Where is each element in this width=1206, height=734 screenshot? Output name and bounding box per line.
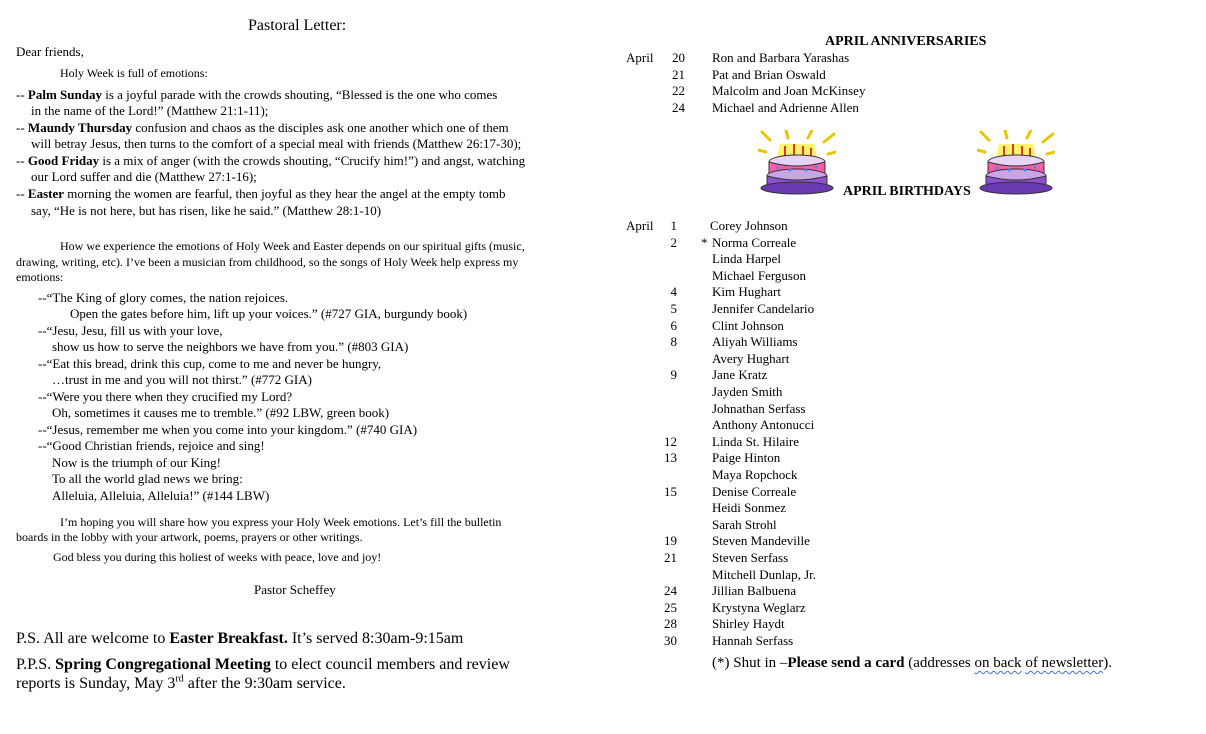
birthday-name: Jillian Balbuena — [712, 583, 797, 598]
birthday-name: Shirley Haydt — [712, 616, 785, 631]
birthday-day: 1 — [670, 218, 677, 233]
good-friday-cont: our Lord suffer and die (Matthew 27:1-16); — [31, 169, 257, 184]
birthday-day: 24 — [664, 583, 677, 598]
para2-line2: drawing, writing, etc). I’ve been a musician from childhood, so the songs of Holy Week help express my — [16, 255, 519, 269]
para3-line1: I’m hoping you will share how you express your Holy Week emotions. Let’s fill the bulletin — [60, 515, 502, 529]
song-line: Oh, sometimes it causes me to tremble.” (#92 LBW, green book) — [52, 405, 390, 420]
birthday-name: Clint Johnson — [712, 318, 784, 333]
birthday-name: Mitchell Dunlap, Jr. — [712, 567, 816, 582]
anniversaries-month: April — [626, 50, 654, 65]
birthday-name: Anthony Antonucci — [712, 417, 815, 432]
song-line: Open the gates before him, lift up your voices.” (#727 GIA, burgundy book) — [70, 306, 468, 321]
letter-title: Pastoral Letter: — [248, 17, 347, 34]
birthday-cake-icon — [977, 130, 1055, 196]
birthday-cake-icon — [758, 130, 836, 196]
pps-line2: reports is Sunday, May 3rd after the 9:30am service. — [16, 673, 346, 692]
birthday-day: 19 — [664, 533, 677, 548]
anniversary-day: 24 — [672, 100, 685, 115]
good-friday-line: -- Good Friday is a mix of anger (with the crowds shouting, “Crucify him!”) and angst, watching — [16, 153, 526, 168]
birthday-name: Sarah Strohl — [712, 517, 777, 532]
birthday-name: Corey Johnson — [710, 218, 788, 233]
signature: Pastor Scheffey — [254, 582, 336, 597]
blessing: God bless you during this holiest of weeks with peace, love and joy! — [53, 550, 382, 564]
birthday-name: Kim Hughart — [712, 284, 781, 299]
ps-line: P.S. All are welcome to Easter Breakfast. It’s served 8:30am-9:15am — [16, 630, 464, 647]
song-line: --“Eat this bread, drink this cup, come to me and never be hungry, — [38, 356, 382, 371]
birthday-day: 28 — [664, 616, 677, 631]
birthday-name: Jayden Smith — [712, 384, 783, 399]
birthday-day: 15 — [664, 484, 677, 499]
anniversary-names: Michael and Adrienne Allen — [712, 100, 859, 115]
birthday-name: Heidi Sonmez — [712, 500, 787, 515]
para2-line1: How we experience the emotions of Holy Week and Easter depends on our spiritual gifts (music, — [60, 239, 525, 253]
song-line: --“Were you there when they crucified my Lord? — [38, 389, 293, 404]
shut-in-note: (*) Shut in –Please send a card (addresses on back of newsletter). — [712, 655, 1112, 671]
song-line: --“The King of glory comes, the nation rejoices. — [38, 290, 289, 305]
birthday-name: Hannah Serfass — [712, 633, 794, 648]
pps-line: P.P.S. Spring Congregational Meeting to elect council members and review — [16, 656, 510, 673]
song-line: --“Jesus, remember me when you come into your kingdom.” (#740 GIA) — [38, 422, 418, 437]
birthday-day: 5 — [670, 301, 677, 316]
palm-sunday-cont: in the name of the Lord!” (Matthew 21:1-11); — [31, 103, 269, 118]
birthday-day: 9 — [670, 367, 677, 382]
birthday-day: 8 — [670, 334, 677, 349]
para3-line2: boards in the lobby with your artwork, poems, prayers or other writings. — [16, 530, 363, 544]
maundy-thursday-cont: will betray Jesus, then turns to the comfort of a special meal with friends (Matthew 26:17-30); — [31, 136, 522, 151]
anniversary-day: 20 — [672, 50, 685, 65]
birthday-name: Steven Serfass — [712, 550, 789, 565]
song-line: To all the world glad news we bring: — [52, 471, 243, 486]
birthday-day: 13 — [664, 450, 677, 465]
anniversaries-title: APRIL ANNIVERSARIES — [825, 34, 987, 49]
birthday-day: 12 — [664, 434, 677, 449]
birthday-day: 25 — [664, 600, 677, 615]
birthday-day: 30 — [664, 633, 677, 648]
birthday-name: Jane Kratz — [712, 367, 768, 382]
birthday-name: Michael Ferguson — [712, 268, 806, 283]
song-line: --“Jesu, Jesu, fill us with your love, — [38, 323, 223, 338]
palm-sunday-line: -- Palm Sunday is a joyful parade with the crowds shouting, “Blessed is the one who comes — [16, 87, 498, 102]
birthday-name: Steven Mandeville — [712, 533, 810, 548]
letter-intro: Holy Week is full of emotions: — [60, 66, 208, 80]
para2-line3: emotions: — [16, 270, 64, 284]
birthdays-month: April — [626, 218, 654, 233]
easter-line: -- Easter morning the women are fearful, then joyful as they hear the angel at the empty tomb — [16, 186, 506, 201]
birthday-name: Norma Correale — [712, 235, 797, 250]
song-line: show us how to serve the neighbors we have from you.” (#803 GIA) — [52, 339, 409, 354]
birthday-name: Maya Ropchock — [712, 467, 798, 482]
birthday-name: Linda St. Hilaire — [712, 434, 800, 449]
birthday-day: 6 — [670, 318, 677, 333]
song-line: --“Good Christian friends, rejoice and sing! — [38, 438, 265, 453]
anniversary-day: 22 — [672, 83, 685, 98]
song-line: Now is the triumph of our King! — [52, 455, 221, 470]
letter-greeting: Dear friends, — [16, 44, 84, 59]
birthday-day: 2 — [670, 235, 677, 250]
birthday-name: Johnathan Serfass — [712, 401, 806, 416]
birthday-day: 4 — [670, 284, 677, 299]
birthday-day: 21 — [664, 550, 677, 565]
birthday-name: Linda Harpel — [712, 251, 781, 266]
maundy-thursday-line: -- Maundy Thursday confusion and chaos as the disciples ask one another which one of them — [16, 120, 509, 135]
birthday-name: Avery Hughart — [712, 351, 790, 366]
anniversary-names: Pat and Brian Oswald — [712, 67, 826, 82]
birthday-name: Jennifer Candelario — [712, 301, 815, 316]
shut-in-mark: * — [701, 235, 708, 250]
birthday-name: Paige Hinton — [712, 450, 781, 465]
song-line: …trust in me and you will not thirst.” (#772 GIA) — [52, 372, 312, 387]
anniversary-names: Malcolm and Joan McKinsey — [712, 83, 866, 98]
birthdays-title: APRIL BIRTHDAYS — [843, 184, 971, 199]
anniversary-day: 21 — [672, 67, 685, 82]
birthday-name: Aliyah Williams — [712, 334, 798, 349]
easter-cont: say, “He is not here, but has risen, like he said.” (Matthew 28:1-10) — [31, 203, 382, 218]
song-line: Alleluia, Alleluia, Alleluia!” (#144 LBW) — [52, 488, 270, 503]
anniversary-names: Ron and Barbara Yarashas — [712, 50, 850, 65]
birthday-name: Denise Correale — [712, 484, 797, 499]
birthday-name: Krystyna Weglarz — [712, 600, 806, 615]
